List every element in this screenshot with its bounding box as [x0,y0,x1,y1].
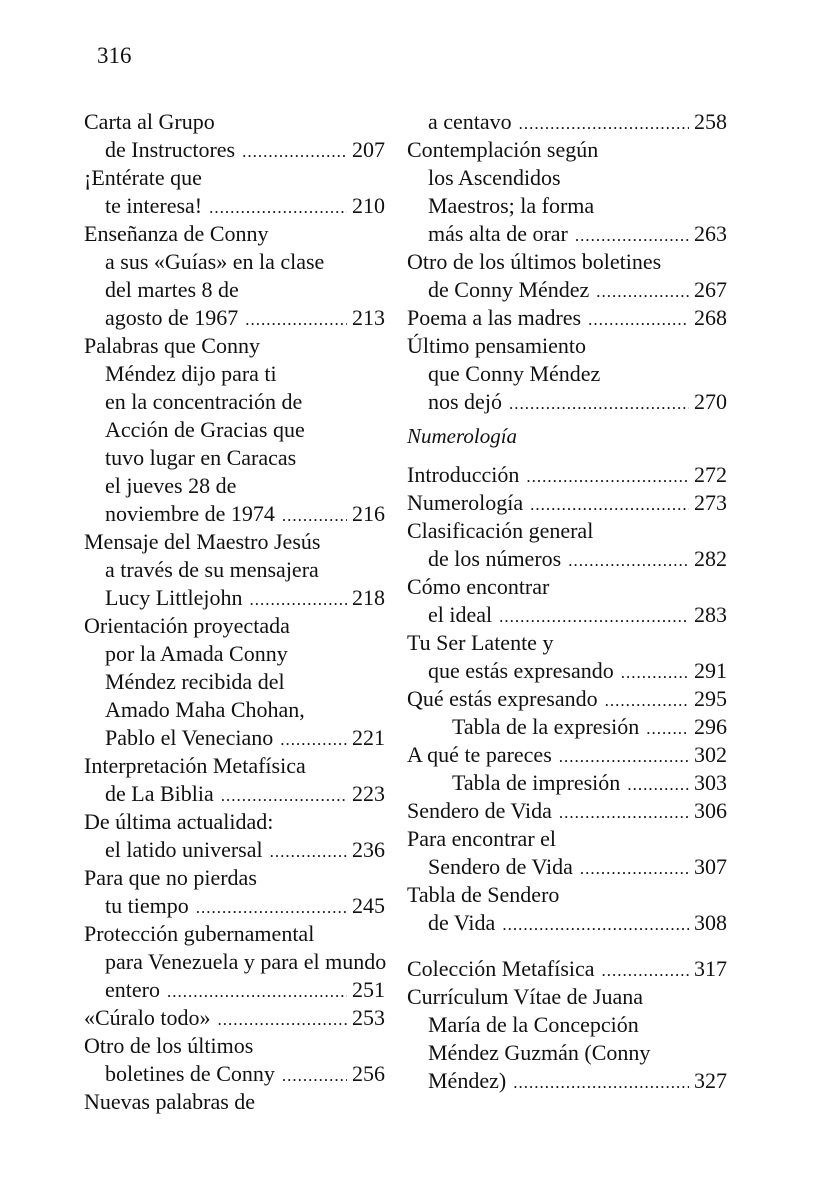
toc-page-number: 317 [694,956,727,981]
toc-entry-title: a sus «Guías» en la clase [105,249,325,274]
toc-page-number: 258 [694,109,727,134]
toc-entry-title: de La Biblia [105,781,214,806]
toc-entry-line-with-page [407,909,727,937]
toc-entry-line-with-page [407,601,727,629]
toc-entry-line-with-page [84,780,385,808]
dot-leader [249,586,347,614]
toc-entry [407,248,727,304]
toc-entry-line-with-page [407,545,727,573]
toc-page-number: 267 [694,277,727,302]
toc-page-number: 221 [352,725,385,750]
toc-page-number: 245 [352,893,385,918]
toc-entry-title: Sendero de Vida [428,854,573,879]
toc-entry [407,955,727,983]
toc-entry-line-with-page [407,685,727,713]
toc-entry-title: Para que no pierdas [84,865,257,890]
toc-entry [407,741,727,769]
toc-numerologia-list [407,461,727,937]
toc-entry-title: agosto de 1967 [105,305,239,330]
dot-leader [588,306,689,334]
toc-entry-title: boletines de Conny [105,1061,275,1086]
toc-entry-title: del martes 8 de [105,277,239,302]
toc-entry-title: de Instructores [105,137,236,162]
toc-entry-title: Enseñanza de Conny [84,221,269,246]
toc-entry-title: tu tiempo [105,893,189,918]
toc-entry-title: Nuevas palabras de [84,1089,256,1114]
toc-entry-title: Para encontrar el [407,826,557,851]
toc-entry-line-with-page [407,1067,727,1095]
toc-entry [407,881,727,937]
toc-entry [407,983,727,1095]
toc-page-number: 223 [352,781,385,806]
toc-entry-title: tuvo lugar en Caracas [105,445,297,470]
dot-leader [602,957,689,985]
toc-entry-title: que estás expresando [428,658,614,683]
toc-entry [84,1032,385,1088]
toc-entry [407,332,727,416]
toc-entry-line-with-page [84,136,385,164]
toc-entry-line-with-page [407,853,727,881]
dot-leader [580,855,689,883]
toc-entry [84,1088,385,1116]
toc-entry-title: el ideal [428,602,493,627]
dot-leader [559,799,689,827]
toc-entry-line-with-page [84,976,385,1004]
toc-end-list [407,955,727,1095]
toc-entry-line-with-page [84,584,385,612]
toc-page-number: 216 [352,501,385,526]
toc-entry-title: A qué te pareces [407,742,552,767]
toc-entry-title: Protección gubernamental [84,921,315,946]
dot-leader [621,659,689,687]
toc-page-number: 213 [352,305,385,330]
toc-entry [407,489,727,517]
toc-entry-title: Méndez recibida del [105,669,285,694]
toc-entry-title: Maestros; la forma [428,193,595,218]
toc-entry-title: Numerología [407,490,524,515]
dot-leader [575,222,689,250]
dot-leader [499,603,689,631]
toc-page-number: 303 [694,770,727,795]
dot-leader [242,138,347,166]
toc-right-column [407,108,727,1095]
dot-leader [502,911,689,939]
dot-leader [596,278,689,306]
dot-leader [646,715,689,743]
toc-entry-line-with-page [407,220,727,248]
toc-page-number: 273 [694,490,727,515]
toc-entry-title: Tabla de impresión [452,770,621,795]
toc-entry-line-with-page [407,304,727,332]
toc-entry-title: el latido universal [105,837,263,862]
toc-entry-title: Tabla de Sendero [407,882,560,907]
toc-page-number: 282 [694,546,727,571]
toc-entry-title: a través de su mensajera [105,557,319,582]
dot-leader [270,838,347,866]
section-title-numerologia: Numerología [407,424,518,448]
toc-entry [407,797,727,825]
toc-page-number: 291 [694,658,727,683]
dot-leader [568,547,689,575]
toc-entry-title: Acción de Gracias que [105,417,305,442]
toc-entry-line-with-page [407,713,727,741]
dot-leader [245,306,347,334]
toc-entry-title: Lucy Littlejohn [105,585,243,610]
toc-entry-line-with-page [84,1060,385,1088]
toc-entry-title: noviembre de 1974 [105,501,275,526]
toc-entry-title: Palabras que Conny [84,333,260,358]
toc-entry [84,920,385,1004]
toc-page-number: 207 [352,137,385,162]
toc-right-top [407,108,727,416]
toc-entry [84,220,385,332]
toc-page-number: 270 [694,389,727,414]
toc-entry [407,108,727,136]
toc-page-number: 272 [694,462,727,487]
toc-entry [407,461,727,489]
toc-page-number: 327 [694,1068,727,1093]
dot-leader [196,894,347,922]
toc-entry-line-with-page [407,657,727,685]
toc-entry [84,528,385,612]
toc-entry-line-with-page [84,304,385,332]
toc-entry [407,136,727,248]
page-number: 316 [97,43,132,68]
toc-entry-title: Introducción [407,462,520,487]
dot-leader [218,1006,348,1034]
toc-entry-title: el jueves 28 de [105,473,237,498]
toc-entry-title: Tabla de la expresión [452,714,640,739]
dot-leader [559,743,689,771]
toc-entry-title: entero [105,977,160,1002]
dot-leader [221,782,347,810]
toc-entry-title: Último pensamiento [407,333,587,358]
toc-entry-title: Mensaje del Maestro Jesús [84,529,321,554]
toc-entry-title: Contemplación según [407,137,599,162]
toc-page-number: 253 [352,1005,385,1030]
toc-entry-title: Currículum Vítae de Juana [407,984,644,1009]
toc-page-number: 256 [352,1061,385,1086]
toc-entry-title: para Venezuela y para el mundo [105,949,387,974]
toc-entry-line-with-page [407,461,727,489]
toc-page-number: 218 [352,585,385,610]
toc-entry-title: Qué estás expresando [407,686,598,711]
toc-page-number: 210 [352,193,385,218]
dot-leader [509,390,689,418]
toc-entry-line-with-page [407,797,727,825]
toc-entry [407,517,727,573]
toc-entry-title: de Conny Méndez [428,277,590,302]
toc-entry-line-with-page [84,1004,385,1032]
toc-entry-title: Otro de los últimos boletines [407,249,662,274]
toc-entry [84,108,385,164]
toc-entry [407,685,727,713]
dot-leader [627,771,689,799]
toc-entry-title: Carta al Grupo [84,109,215,134]
toc-entry-title: más alta de orar [428,221,568,246]
toc-entry-title: Interpretación Metafísica [84,753,306,778]
toc-entry-title: Orientación proyectada [84,613,290,638]
toc-entry-title: que Conny Méndez [428,361,601,386]
toc-entry-line-with-page [407,108,727,136]
toc-entry-line-with-page [84,192,385,220]
toc-entry [84,332,385,528]
toc-entry-title: a centavo [428,109,512,134]
toc-page-number: 268 [694,305,727,330]
dot-leader [513,1069,689,1097]
toc-entry [84,808,385,864]
toc-entry [407,573,727,629]
toc-entry-title: Poema a las madres [407,305,582,330]
toc-entry-title: Amado Maha Chohan, [105,697,305,722]
toc-page-number: 307 [694,854,727,879]
toc-page-number: 308 [694,910,727,935]
toc-entry [84,164,385,220]
toc-entry-title: los Ascendidos [428,165,561,190]
dot-leader [167,978,347,1006]
toc-entry [407,769,727,797]
dot-leader [282,502,347,530]
dot-leader [526,463,689,491]
dot-leader [605,687,689,715]
toc-entry-line-with-page [407,489,727,517]
toc-page-number: 295 [694,686,727,711]
toc-entry-line-with-page [407,769,727,797]
toc-entry-title: por la Amada Conny [105,641,288,666]
toc-left-column [84,108,385,1116]
toc-entry [407,304,727,332]
toc-entry-title: de los números [428,546,562,571]
toc-entry-title: nos dejó [428,389,502,414]
dot-leader [209,194,347,222]
toc-entry [407,825,727,881]
toc-page-number: 296 [694,714,727,739]
dot-leader [530,491,689,519]
toc-entry-title: Clasificación general [407,518,594,543]
toc-entry [407,629,727,685]
toc-entry-line-with-page [407,276,727,304]
toc-entry [84,612,385,752]
toc-entry-title: te interesa! [105,193,203,218]
toc-entry [84,752,385,808]
toc-page-number: 283 [694,602,727,627]
dot-leader [280,726,347,754]
toc-entry-title: Sendero de Vida [407,798,552,823]
toc-entry-title: ¡Entérate que [84,165,202,190]
toc-entry-title: De última actualidad: [84,809,274,834]
toc-entry-title: María de la Concepción [428,1012,639,1037]
toc-page-number: 302 [694,742,727,767]
toc-page-number: 236 [352,837,385,862]
toc-entry-line-with-page [407,955,727,983]
toc-page-number: 306 [694,798,727,823]
spacer [407,937,727,955]
toc-entry-title: Otro de los últimos [84,1033,254,1058]
toc-entry [407,713,727,741]
toc-entry-title: Méndez Guzmán (Conny [428,1040,651,1065]
toc-entry-title: Cómo encontrar [407,574,550,599]
toc-entry-line-with-page [407,388,727,416]
toc-entry-title: Méndez) [428,1068,507,1093]
toc-entry-line-with-page [407,741,727,769]
toc-entry-title: de Vida [428,910,496,935]
toc-page-number: 263 [694,221,727,246]
toc-entry-line-with-page [84,724,385,752]
dot-leader [282,1062,347,1090]
toc-entry-title: Méndez dijo para ti [105,361,277,386]
toc-entry-line-with-page [84,500,385,528]
toc-page-number: 251 [352,977,385,1002]
toc-entry-title: «Cúralo todo» [84,1005,211,1030]
toc-entry-line-with-page [84,892,385,920]
toc-entry-title: Pablo el Veneciano [105,725,274,750]
dot-leader [519,110,689,138]
toc-entry-title: en la concentración de [105,389,303,414]
toc-entry [84,1004,385,1032]
toc-entry-line-with-page [84,836,385,864]
toc-entry [84,864,385,920]
toc-entry-title: Tu Ser Latente y [407,630,554,655]
toc-entry-title: Colección Metafísica [407,956,595,981]
